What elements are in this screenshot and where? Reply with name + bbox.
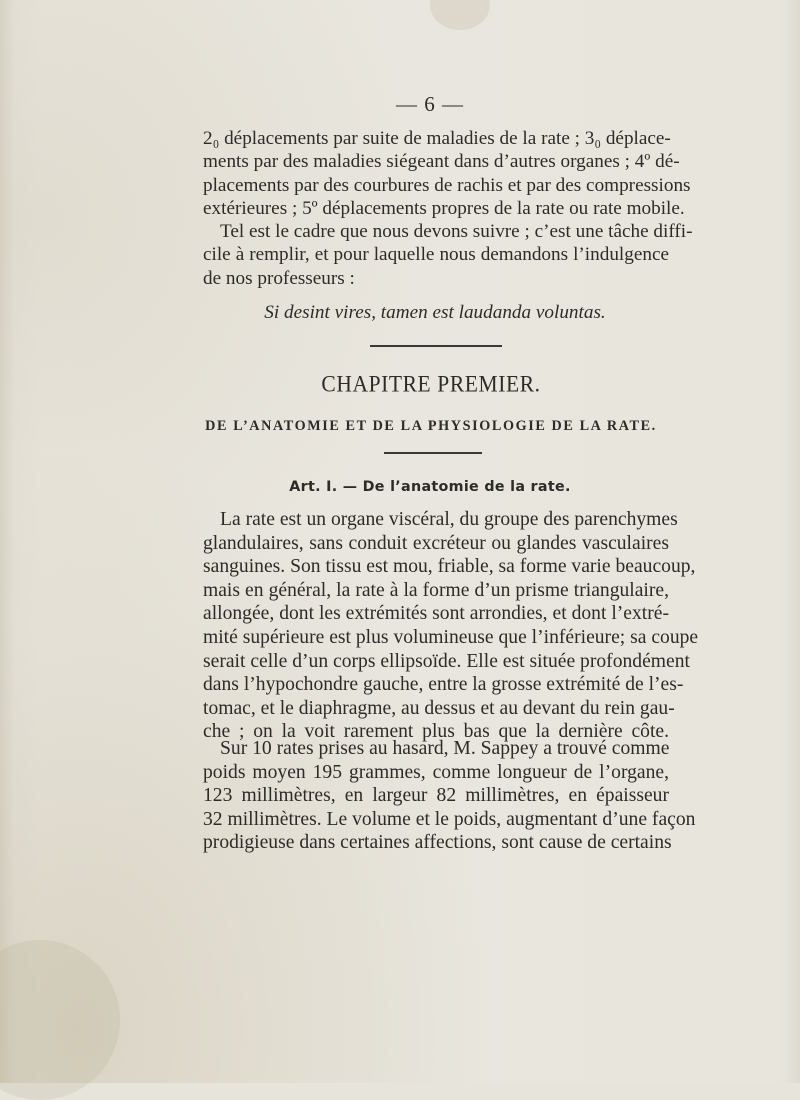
text-line: tomac, et le diaphragme, au dessus et au devant du rein gau-: [203, 697, 675, 719]
page-number: — 6 —: [396, 92, 464, 116]
text-line: 2₀ déplacements par suite de maladies de la rate ; 3₀ déplace-: [203, 128, 671, 149]
article-heading: Art. I. — De l’anatomie de la rate.: [289, 479, 571, 495]
paper-stain: [430, 0, 490, 30]
latin-motto: Si desint vires, tamen est laudanda voluntas.: [264, 302, 606, 323]
anatomy-paragraph: [203, 508, 699, 744]
text-line: ments par des maladies siégeant dans d’autres organes ; 4º dé-: [203, 151, 680, 173]
text-line: allongée, dont les extrémités sont arrondies, et dont l’extré-: [203, 603, 669, 625]
text-line: prodigieuse dans certaines affections, sont cause de certains: [203, 832, 672, 854]
text-line: extérieures ; 5º déplacements propres de la rate ou rate mobile.: [203, 198, 685, 220]
chapter-subtitle: DE L’ANATOMIE ET DE LA PHYSIOLOGIE DE LA RATE.: [205, 418, 657, 434]
text-line: mité supérieure est plus volumineuse que l’inférieure; sa coupe: [203, 626, 699, 648]
text-line: placements par des courbures de rachis et par des compressions: [203, 174, 691, 196]
intro-paragraph: [203, 127, 691, 221]
text-line: La rate est un organe viscéral, du groupe des parenchymes: [220, 509, 678, 530]
text-line: mais en général, la rate à la forme d’un prisme triangulaire,: [203, 579, 669, 601]
paper-stain: [0, 940, 120, 1100]
text-line: che ; on la voit rarement plus bas que la dernière côte.: [203, 721, 669, 743]
text-line: sanguines. Son tissu est mou, friable, sa forme varie beaucoup,: [203, 556, 696, 578]
text-line: serait celle d’un corps ellipsoïde. Elle est située profondément: [203, 650, 690, 672]
text-line: de nos professeurs :: [203, 267, 355, 289]
chapter-title: CHAPITRE PREMIER.: [321, 371, 541, 397]
text-line: Sur 10 rates prises au hasard, M. Sappey a trouvé comme: [220, 738, 670, 759]
cadre-paragraph: [203, 220, 693, 290]
measurements-paragraph: [203, 737, 696, 855]
section-divider: [370, 345, 502, 347]
text-line: poids moyen 195 grammes, comme longueur de l’organe,: [203, 761, 669, 783]
text-line: dans l’hypochondre gauche, entre la grosse extrémité de l’es-: [203, 674, 684, 696]
text-line: Tel est le cadre que nous devons suivre ; c’est une tâche diffi-: [220, 221, 693, 242]
section-divider: [384, 452, 482, 454]
text-line: glandulaires, sans conduit excréteur ou glandes vasculaires: [203, 532, 669, 554]
text-line: cile à remplir, et pour laquelle nous demandons l’indulgence: [203, 244, 669, 266]
text-line: 32 millimètres. Le volume et le poids, augmentant d’une façon: [203, 808, 696, 830]
text-line: 123 millimètres, en largeur 82 millimètres, en épaisseur: [203, 785, 669, 807]
